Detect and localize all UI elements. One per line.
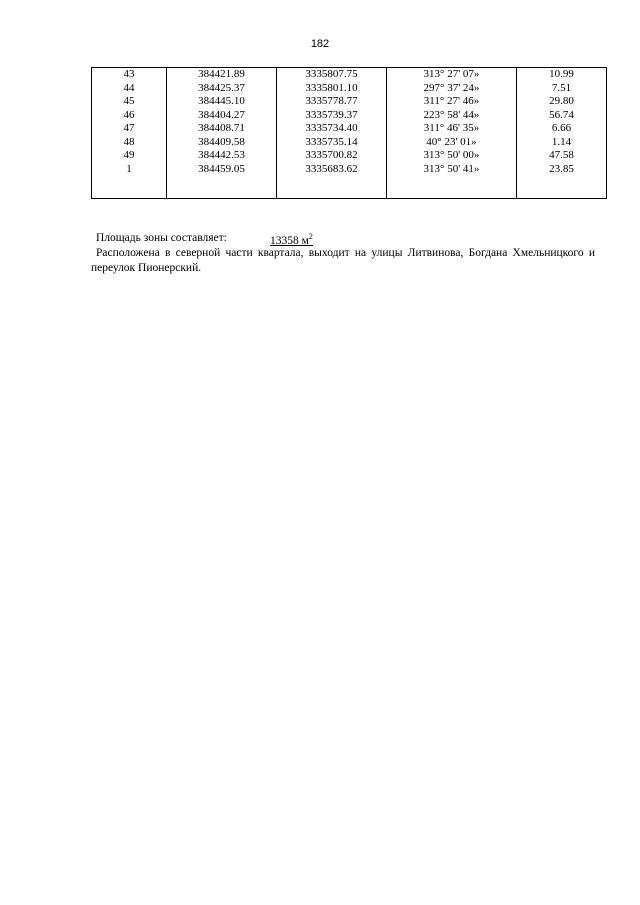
cell-bearing: 223° 58' 44» [387,109,517,123]
cell-y-coordinate: 3335807.75 [277,68,387,82]
cell-point-number: 48 [92,136,167,150]
cell-y-coordinate: 3335734.40 [277,122,387,136]
cell-y-coordinate: 3335739.37 [277,109,387,123]
cell-point-number: 43 [92,68,167,82]
table-row [92,122,607,136]
cell-length: 1.14 [517,136,607,150]
area-unit-power: 2 [308,232,313,241]
cell-bearing: 311° 46' 35» [387,122,517,136]
table-row [92,95,607,109]
page-number: 182 [310,38,330,50]
cell-bearing: 40° 23' 01» [387,136,517,150]
cell-x-coordinate: 384404.27 [167,109,277,123]
table-row [92,149,607,163]
coordinates-table-body [92,68,607,199]
cell-length: 56.74 [517,109,607,123]
cell-x-coordinate: 384421.89 [167,68,277,82]
cell-bearing: 313° 27' 07» [387,68,517,82]
cell-length: 6.66 [517,122,607,136]
cell-length: 23.85 [517,163,607,177]
cell-y-coordinate: 3335735.14 [277,136,387,150]
cell-point-number: 47 [92,122,167,136]
cell-y-coordinate: 3335683.62 [277,163,387,177]
zone-description: Расположена в северной части квартала, выходит на улицы Литвинова, Богдана Хмельницкого и переулок Пионерский. [91,247,595,274]
cell-bearing: 297° 37' 24» [387,82,517,96]
cell-length: 29.80 [517,95,607,109]
cell-point-number: 44 [92,82,167,96]
area-value [270,232,313,247]
cell-x-coordinate: 384445.10 [167,95,277,109]
cell-bearing: 313° 50' 00» [387,149,517,163]
table-row [92,163,607,177]
cell-point-number: 45 [92,95,167,109]
filler-cell [277,176,387,199]
cell-bearing: 311° 27' 46» [387,95,517,109]
cell-point-number: 46 [92,109,167,123]
area-label: Площадь зоны составляет: [96,232,227,244]
filler-cell [167,176,277,199]
table-row [92,109,607,123]
cell-length: 47.58 [517,149,607,163]
cell-x-coordinate: 384408.71 [167,122,277,136]
cell-length: 10.99 [517,68,607,82]
cell-bearing: 313° 50' 41» [387,163,517,177]
cell-y-coordinate: 3335700.82 [277,149,387,163]
cell-y-coordinate: 3335778.77 [277,95,387,109]
table-filler-row [92,176,607,199]
cell-x-coordinate: 384459.05 [167,163,277,177]
coordinates-table [91,67,607,199]
cell-x-coordinate: 384409.58 [167,136,277,150]
cell-y-coordinate: 3335801.10 [277,82,387,96]
area-value-text: 13358 м [270,234,309,247]
filler-cell [517,176,607,199]
cell-x-coordinate: 384425.37 [167,82,277,96]
cell-point-number: 1 [92,163,167,177]
filler-cell [92,176,167,199]
cell-point-number: 49 [92,149,167,163]
cell-x-coordinate: 384442.53 [167,149,277,163]
cell-length: 7.51 [517,82,607,96]
filler-cell [387,176,517,199]
table-row [92,82,607,96]
table-row [92,68,607,82]
table-row [92,136,607,150]
